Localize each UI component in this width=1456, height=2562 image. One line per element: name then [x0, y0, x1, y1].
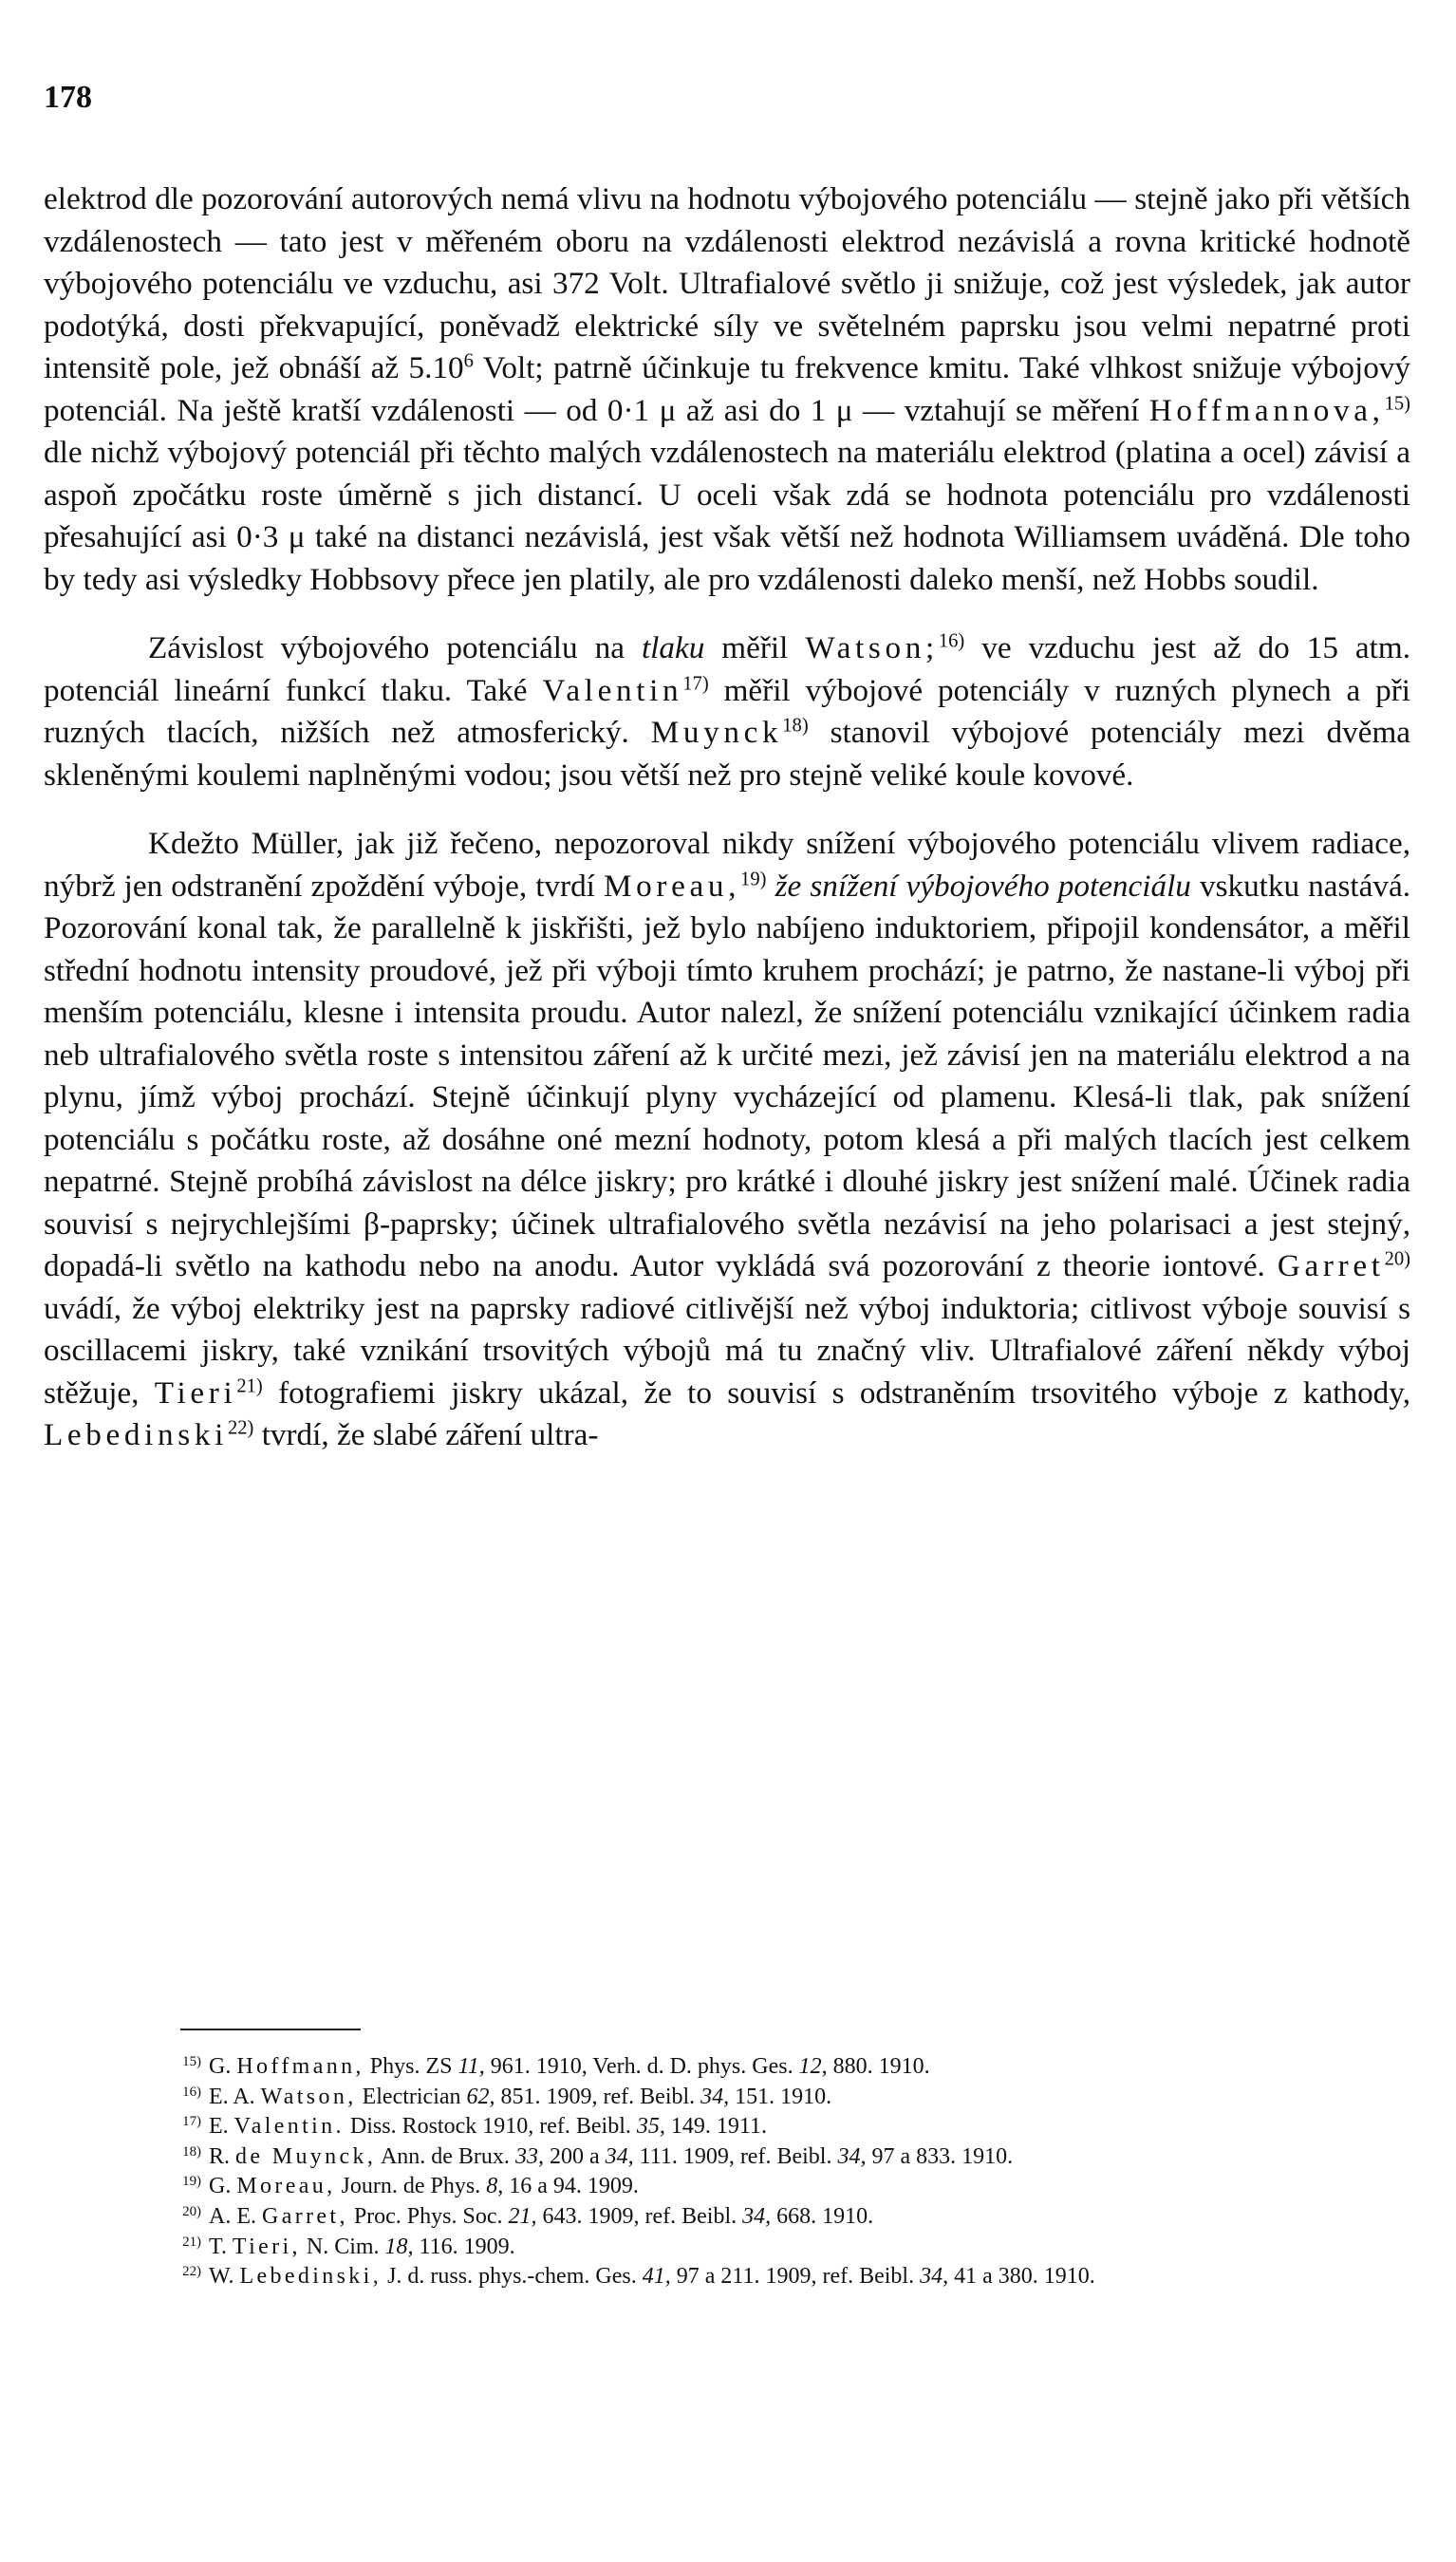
text-run: J. d. russ. phys.-chem. Ges. — [382, 2264, 643, 2290]
italic-text: 18, — [384, 2234, 414, 2259]
text-run: 16 a 94. 1909. — [503, 2174, 639, 2199]
footnote-separator — [180, 2029, 361, 2030]
text-run: Závislost výbojového potenciálu na — [148, 630, 642, 665]
footnote-number — [167, 2233, 201, 2263]
italic-text: 21, — [508, 2203, 537, 2229]
text-run: 851. 1909, ref. Beibl. — [495, 2084, 701, 2109]
italic-text: 12, — [798, 2054, 828, 2079]
footnote-marker: 15) — [182, 2053, 201, 2069]
text-run: Journ. de Phys. — [335, 2174, 487, 2199]
text-run: vskutku nastává. Pozorování konal tak, že parallelně k jiskřišti, jež bylo nabíjeno induktoriem, připojil kondensátor, a měřil střední hodnotu intensity proudové, jež při výboji tímto kruhem prochází; je patrno, že nastane-li výboj při menším potenciálu, klesne i intensita proudu. Autor nalezl, že snížení potenciálu vznikající účinkem radia neb ultrafialového světla roste s intensitou záření až k určité mezi, jež závisí jen na materiálu elektrod a na plynu, jímž výboj prochází. Stejně účinkují plyny vycházející od plamenu. Klesá-li tlak, pak snížení potenciálu s počátku roste, až dosáhne oné mezní hodnoty, potom klesá a při malých tlacích jest celkem nepatrné. Stejně probíhá závislost na délce jiskry; pro krátké i dlouhé jiskry jest snížení malé. Účinek radia souvisí s nejrychlejšími β-paprsky; účinek ultrafialového světla nezávisí na jeho polarisaci a jest stejný, dopadá-li světlo na kathodu nebo na anodu. Autor vykládá svá pozorování z theorie iontové. — [44, 868, 1410, 1283]
footnote — [44, 2052, 1410, 2083]
footnote-number — [167, 2112, 201, 2142]
spaced-name: Moreau, — [604, 868, 741, 904]
italic-text: 34, — [837, 2143, 867, 2169]
text-run: Electrician — [356, 2084, 467, 2109]
footnote — [44, 2172, 1410, 2202]
text-run: 111. 1909, ref. Beibl. — [633, 2143, 838, 2169]
footnote-marker: 22) — [182, 2263, 201, 2279]
text-run: Ann. de Brux. — [376, 2143, 515, 2169]
italic-text: 41, — [642, 2264, 671, 2290]
spaced-name: Tieri — [154, 1375, 237, 1411]
text-run: uvádí, že výboj elektriky jest na paprsky radiové citlivější než výboj induktoria; citlivost výboje souvisí s oscillacemi jiskry, také vznikání trsovitých výbojů má tu značný vliv. Ultrafialové záření někdy výboj stěžuje, — [44, 1290, 1410, 1411]
text-run: A. E. — [209, 2203, 262, 2229]
text-run: N. Cim. — [300, 2234, 385, 2259]
text-run: 880. 1910. — [827, 2054, 930, 2079]
spaced-name: Hoffmann, — [236, 2054, 364, 2079]
text-run: 149. 1911. — [664, 2114, 767, 2140]
footnote-marker: 18) — [182, 2143, 201, 2160]
italic-text: 11, — [457, 2054, 485, 2079]
footnote — [44, 2112, 1410, 2142]
body-text — [44, 178, 1410, 1457]
spaced-name: de Muynck, — [235, 2143, 377, 2169]
footnote-marker: 21) — [182, 2234, 201, 2250]
text-run: T. — [209, 2234, 233, 2259]
text-run: 200 a — [543, 2143, 606, 2169]
spaced-name: Lebedinski, — [239, 2264, 383, 2290]
spaced-name: Watson, — [260, 2084, 357, 2109]
footnote-ref: 18) — [782, 715, 809, 737]
footnote-marker: 19) — [182, 2174, 201, 2190]
footnote — [44, 2083, 1410, 2113]
spaced-name: Tieri, — [232, 2234, 301, 2259]
text-run: ve vzduchu jest až do 15 atm. potenciál lineární funkcí tlaku. Také — [44, 630, 1410, 708]
italic-text: že snížení výbojového potenciálu — [775, 868, 1191, 904]
text-run: R. — [209, 2143, 236, 2169]
footnote-marker: 16) — [182, 2084, 201, 2100]
italic-text: 34, — [700, 2084, 730, 2109]
footnote-number — [167, 2262, 201, 2292]
text-run: Proc. Phys. Soc. — [347, 2203, 509, 2229]
paragraph — [44, 823, 1410, 1457]
italic-text: 62, — [466, 2084, 495, 2109]
text-run: 97 a 833. 1910. — [866, 2143, 1014, 2169]
text-run: 116. 1909. — [413, 2234, 515, 2259]
footnote-number — [167, 2202, 201, 2233]
text-run: W. — [209, 2264, 240, 2290]
footnote-ref: 16) — [938, 630, 965, 652]
text-run: E. A. — [209, 2084, 261, 2109]
text-run: 668. 1910. — [771, 2203, 874, 2229]
footnote-ref: 17) — [682, 673, 709, 695]
spaced-name: Valentin — [542, 672, 683, 708]
footnotes — [44, 2052, 1410, 2292]
text-run: 41 a 380. 1910. — [948, 2264, 1095, 2290]
text-run: Phys. ZS — [364, 2054, 458, 2079]
italic-text: 34, — [605, 2143, 634, 2169]
text-run: tvrdí, že slabé záření ultra- — [253, 1417, 599, 1452]
italic-text: 35, — [636, 2114, 665, 2140]
italic-text: 8, — [486, 2174, 504, 2199]
text-run: měřil — [704, 630, 806, 665]
text-run: E. — [209, 2114, 234, 2140]
text-run: 961. 1910, Verh. d. D. phys. Ges. — [484, 2054, 799, 2079]
text-run: dle nichž výbojový potenciál při těchto malých vzdálenostech na materiálu elektrod (platina a ocel) závisí a aspoň zpočátku roste úměrně s jich distancí. U oceli však zdá se hodnota potenciálu pro vzdálenosti přesahující asi 0·3 μ také na distanci nezávislá, jest však větší než hodnota Williamsem uváděná. Dle toho by tedy asi výsledky Hobbsovy přece jen platily, ale pro vzdálenosti daleko menší, než Hobbs soudil. — [44, 435, 1410, 597]
text-run: 151. 1910. — [729, 2084, 832, 2109]
spaced-name: Valentin. — [233, 2114, 345, 2140]
footnote — [44, 2142, 1410, 2173]
text-run: měřil výbojové potenciály v ruzných plynech a při ruzných tlacích, nižších než atmosferický. — [44, 672, 1410, 750]
footnote-marker: 17) — [182, 2114, 201, 2130]
spaced-name: Garret — [1277, 1248, 1385, 1283]
footnote-number — [167, 2083, 201, 2113]
footnote-marker: 20) — [182, 2203, 201, 2219]
italic-text: tlaku — [641, 630, 705, 665]
text-run: stanovil výbojové potenciály mezi dvěma skleněnými koulemi naplněnými vodou; jsou větší než pro stejně veliké koule kovové. — [44, 715, 1410, 793]
spaced-name: Muynck — [650, 715, 783, 750]
footnote-number — [167, 2142, 201, 2173]
italic-text: 34, — [742, 2203, 772, 2229]
text-run: 643. 1909, ref. Beibl. — [536, 2203, 743, 2229]
text-run: Kdežto Müller, jak již řečeno, nepozoroval nikdy snížení výbojového potenciálu vlivem radiace, nýbrž jen odstranění zpoždění výboje, tvrdí — [44, 826, 1410, 904]
text-run: Volt; patrně účinkuje tu frekvence kmitu. Také vlhkost snižuje výbojový potenciál. Na ještě kratší vzdálenosti — od 0·1 μ až asi do 1 μ — vztahují se měření — [44, 350, 1410, 428]
footnote-number — [167, 2172, 201, 2202]
page-number: 178 — [44, 80, 92, 115]
footnote-ref: 20) — [1384, 1248, 1410, 1270]
paragraph — [44, 178, 1410, 601]
footnote-ref: 19) — [740, 869, 767, 890]
text-run: G. — [209, 2054, 237, 2079]
spaced-name: Lebedinski — [44, 1417, 228, 1452]
text-run: G. — [209, 2174, 237, 2199]
text-run — [766, 869, 775, 904]
spaced-name: Moreau, — [236, 2174, 336, 2199]
text-run: elektrod dle pozorování autorových nemá vlivu na hodnotu výbojového potenciálu — stejně jako při větších vzdálenostech — tato jest v měřeném oboru na vzdálenosti elektrod nezávislá a rovna kritické hodnotě výbojového potenciálu ve vzduchu, asi 372 Volt. Ultrafialové světlo ji snižuje, což jest výsledek, jak autor podotýká, dosti překvapující, poněvadž elektrické síly ve světelném paprsku jsou velmi nepatrné proti intensitě pole, jež obnáší až 5.10 — [44, 181, 1410, 385]
spaced-name: Garret, — [262, 2203, 348, 2229]
footnote-ref: 6 — [463, 350, 474, 372]
italic-text: 33, — [514, 2143, 544, 2169]
spaced-name: Hoffmannova, — [1148, 392, 1385, 428]
footnote-ref: 22) — [227, 1417, 254, 1439]
footnote-ref: 21) — [236, 1375, 263, 1397]
text-run: 97 a 211. 1909, ref. Beibl. — [670, 2264, 921, 2290]
footnote — [44, 2233, 1410, 2263]
footnote-number — [167, 2052, 201, 2083]
footnote-ref: 15) — [1384, 393, 1410, 415]
spaced-name: Watson; — [805, 630, 939, 665]
italic-text: 34, — [920, 2264, 949, 2290]
text-run: Diss. Rostock 1910, ref. Beibl. — [344, 2114, 637, 2140]
paragraph — [44, 627, 1410, 796]
text-run: fotografiemi jiskry ukázal, že to souvisí s odstraněním trsovitého výboje z kathody, — [262, 1375, 1410, 1411]
footnote — [44, 2262, 1410, 2292]
footnote — [44, 2202, 1410, 2233]
